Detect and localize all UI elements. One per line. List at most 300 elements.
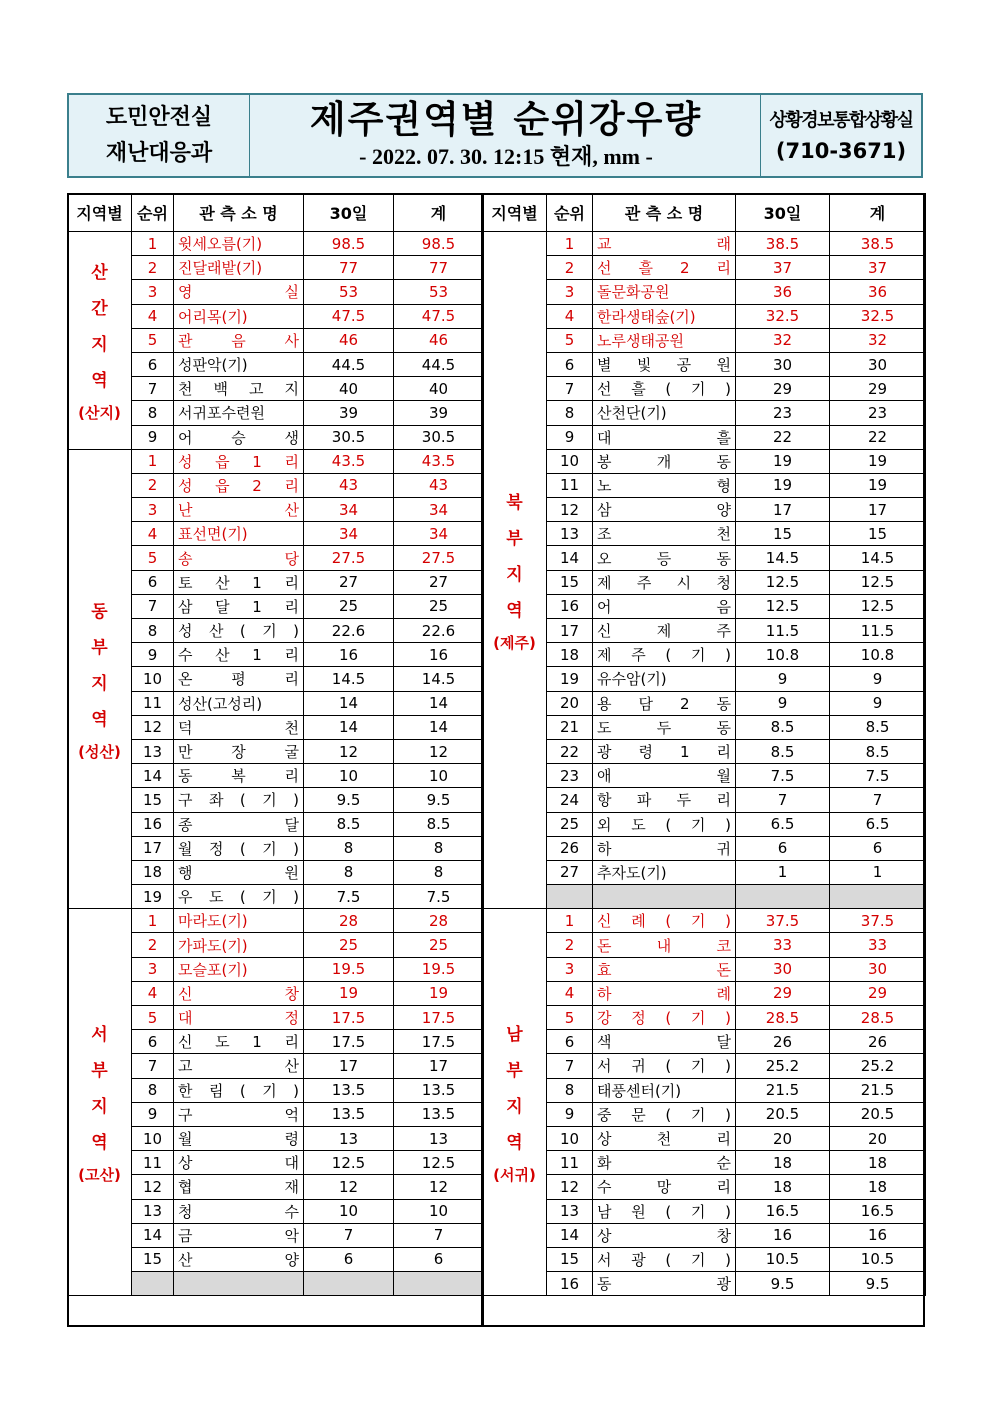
department-division: 재난대응과: [105, 140, 213, 166]
station-name-cell: 성 산 ( 기 ): [174, 619, 304, 643]
station-name-cell: 송 당: [174, 546, 304, 570]
report-timestamp: - 2022. 07. 30. 12:15 현재, mm -: [359, 144, 653, 169]
table-row: [483, 1272, 926, 1296]
empty-cell: [132, 1272, 174, 1296]
region-label-west: [68, 909, 132, 1296]
rank-cell: 11: [547, 473, 593, 497]
total-rainfall-cell: 43: [394, 473, 484, 497]
total-rainfall-cell: 6.5: [830, 812, 926, 836]
station-name-cell: 천 백 고 지: [174, 377, 304, 401]
region-label-char: 역: [506, 1133, 523, 1154]
station-name-cell: 신 창: [174, 981, 304, 1005]
total-rainfall-cell: 43.5: [394, 449, 484, 473]
rank-cell: 1: [132, 909, 174, 933]
day-rainfall-cell: 12.5: [736, 594, 830, 618]
table-row: [483, 256, 926, 280]
station-name-cell: 봉 개 동: [593, 449, 736, 473]
total-rainfall-cell: 8: [394, 836, 484, 860]
rank-cell: 1: [132, 449, 174, 473]
station-name-cell: 항 파 두 리: [593, 788, 736, 812]
total-rainfall-cell: 16.5: [830, 1199, 926, 1223]
rank-cell: 15: [132, 1247, 174, 1271]
total-rainfall-cell: 7: [394, 1223, 484, 1247]
rank-cell: 5: [547, 1006, 593, 1030]
station-name-cell: 돌문화공원: [593, 280, 736, 304]
total-rainfall-cell: 29: [830, 377, 926, 401]
table-row: [483, 1247, 926, 1271]
header-rank: 순위: [132, 194, 174, 232]
day-rainfall-cell: 39: [304, 401, 394, 425]
region-label-char: 역: [91, 371, 108, 392]
rank-cell: 17: [132, 836, 174, 860]
day-rainfall-cell: 25: [304, 933, 394, 957]
station-name-cell: 동 복 리: [174, 764, 304, 788]
day-rainfall-cell: 46: [304, 328, 394, 352]
rank-cell: 5: [132, 546, 174, 570]
station-name-cell: 신 례 ( 기 ): [593, 909, 736, 933]
region-label-char: 북: [506, 493, 523, 514]
table-row: [483, 1151, 926, 1175]
rank-cell: 2: [547, 933, 593, 957]
total-rainfall-cell: 19: [394, 981, 484, 1005]
table-row: [483, 885, 926, 909]
station-name-cell: 용 담 2 동: [593, 691, 736, 715]
rank-cell: 10: [547, 1126, 593, 1150]
region-label-char: 동: [91, 601, 108, 622]
rank-cell: 15: [547, 1247, 593, 1271]
rank-cell: 4: [132, 981, 174, 1005]
rank-cell: 10: [547, 449, 593, 473]
total-rainfall-cell: 37: [830, 256, 926, 280]
rank-cell: 22: [547, 739, 593, 763]
total-rainfall-cell: 18: [830, 1175, 926, 1199]
day-rainfall-cell: 7: [304, 1223, 394, 1247]
rank-cell: 17: [547, 619, 593, 643]
station-name-cell: 삼 달 1 리: [174, 594, 304, 618]
rank-cell: 18: [132, 860, 174, 884]
station-name-cell: 어 승 생: [174, 425, 304, 449]
rank-cell: 3: [132, 957, 174, 981]
table-row: [483, 691, 926, 715]
day-rainfall-cell: 34: [304, 522, 394, 546]
day-rainfall-cell: 1: [736, 860, 830, 884]
rank-cell: 9: [132, 425, 174, 449]
total-rainfall-cell: 17: [394, 1054, 484, 1078]
total-rainfall-cell: 15: [830, 522, 926, 546]
station-name-cell: 대 정: [174, 1006, 304, 1030]
empty-cell: [736, 885, 830, 909]
day-rainfall-cell: 8.5: [736, 715, 830, 739]
region-label-char: 부: [506, 529, 523, 550]
total-rainfall-cell: 8.5: [830, 715, 926, 739]
station-name-cell: 토 산 1 리: [174, 570, 304, 594]
total-rainfall-cell: 10.5: [830, 1247, 926, 1271]
total-rainfall-cell: 9: [830, 667, 926, 691]
day-rainfall-cell: 20: [736, 1126, 830, 1150]
station-name-cell: 신 제 주: [593, 619, 736, 643]
rank-cell: 7: [547, 1054, 593, 1078]
rank-cell: 16: [547, 594, 593, 618]
station-name-cell: 마라도(기): [174, 909, 304, 933]
empty-cell: [304, 1272, 394, 1296]
day-rainfall-cell: 9.5: [736, 1272, 830, 1296]
region-sub-label: (서귀): [493, 1166, 536, 1185]
region-label-char: 부: [91, 1061, 108, 1082]
station-name-cell: 상 천 리: [593, 1126, 736, 1150]
table-row: [483, 619, 926, 643]
region-label-char: 서: [91, 1025, 108, 1046]
rank-cell: 12: [547, 1175, 593, 1199]
day-rainfall-cell: 30.5: [304, 425, 394, 449]
rank-cell: 13: [547, 522, 593, 546]
rank-cell: 14: [547, 546, 593, 570]
table-row: [483, 909, 926, 933]
rank-cell: 18: [547, 643, 593, 667]
header-region: 지역별: [68, 194, 132, 232]
table-row: [68, 232, 484, 256]
station-name-cell: 월 정 ( 기 ): [174, 836, 304, 860]
total-rainfall-cell: 9: [830, 691, 926, 715]
total-rainfall-cell: 12.5: [830, 570, 926, 594]
station-name-cell: 노루생태공원: [593, 328, 736, 352]
table-row: [483, 1030, 926, 1054]
rank-cell: 27: [547, 860, 593, 884]
table-row: [483, 280, 926, 304]
station-name-cell: 진달래밭(기): [174, 256, 304, 280]
day-rainfall-cell: 9: [736, 691, 830, 715]
station-name-cell: 가파도(기): [174, 933, 304, 957]
station-name-cell: 산천단(기): [593, 401, 736, 425]
rank-cell: 2: [547, 256, 593, 280]
day-rainfall-cell: 30: [736, 957, 830, 981]
rank-cell: 5: [132, 1006, 174, 1030]
rank-cell: 10: [132, 1126, 174, 1150]
station-name-cell: 노 형: [593, 473, 736, 497]
total-rainfall-cell: 7: [830, 788, 926, 812]
day-rainfall-cell: 30: [736, 352, 830, 376]
total-rainfall-cell: 25: [394, 933, 484, 957]
header-rank: 순위: [547, 194, 593, 232]
table-row: [483, 401, 926, 425]
station-name-cell: 협 재: [174, 1175, 304, 1199]
contact-box: [760, 95, 921, 176]
total-rainfall-cell: 44.5: [394, 352, 484, 376]
rank-cell: 8: [132, 1078, 174, 1102]
total-rainfall-cell: 29: [830, 981, 926, 1005]
day-rainfall-cell: 26: [736, 1030, 830, 1054]
day-rainfall-cell: 38.5: [736, 232, 830, 256]
day-rainfall-cell: 12.5: [304, 1151, 394, 1175]
rank-cell: 3: [132, 498, 174, 522]
table-row: [483, 304, 926, 328]
rank-cell: 16: [547, 1272, 593, 1296]
station-name-cell: 구 좌 ( 기 ): [174, 788, 304, 812]
total-rainfall-cell: 39: [394, 401, 484, 425]
day-rainfall-cell: 40: [304, 377, 394, 401]
total-rainfall-cell: 9.5: [830, 1272, 926, 1296]
region-label-char: 부: [91, 637, 108, 658]
day-rainfall-cell: 44.5: [304, 352, 394, 376]
total-rainfall-cell: 37.5: [830, 909, 926, 933]
rank-cell: 4: [547, 304, 593, 328]
station-name-cell: 도 두 동: [593, 715, 736, 739]
day-rainfall-cell: 43.5: [304, 449, 394, 473]
rank-cell: 21: [547, 715, 593, 739]
region-label-char: 부: [506, 1061, 523, 1082]
total-rainfall-cell: 10: [394, 1199, 484, 1223]
station-name-cell: 상 대: [174, 1151, 304, 1175]
table-row: [483, 764, 926, 788]
title-box: [249, 95, 763, 176]
day-rainfall-cell: 22.6: [304, 619, 394, 643]
table-row: [483, 232, 926, 256]
station-name-cell: 제 주 ( 기 ): [593, 643, 736, 667]
rank-cell: 8: [132, 401, 174, 425]
station-name-cell: 산 양: [174, 1247, 304, 1271]
rank-cell: 1: [547, 909, 593, 933]
total-rainfall-cell: 8: [394, 860, 484, 884]
station-name-cell: 청 수: [174, 1199, 304, 1223]
rank-cell: 15: [547, 570, 593, 594]
station-name-cell: 금 악: [174, 1223, 304, 1247]
station-name-cell: 대 흘: [593, 425, 736, 449]
rank-cell: 5: [547, 328, 593, 352]
rank-cell: 14: [547, 1223, 593, 1247]
total-rainfall-cell: 20.5: [830, 1102, 926, 1126]
rank-cell: 7: [132, 594, 174, 618]
total-rainfall-cell: 6: [394, 1247, 484, 1271]
station-name-cell: 서귀포수련원: [174, 401, 304, 425]
station-name-cell: 성 읍 1 리: [174, 449, 304, 473]
station-name-cell: 하 례: [593, 981, 736, 1005]
region-label-char: 지: [91, 1097, 108, 1118]
region-sub-label: (성산): [78, 742, 121, 761]
rank-cell: 8: [132, 619, 174, 643]
station-name-cell: 월 령: [174, 1126, 304, 1150]
total-rainfall-cell: 30.5: [394, 425, 484, 449]
day-rainfall-cell: 13: [304, 1126, 394, 1150]
day-rainfall-cell: 19.5: [304, 957, 394, 981]
header-total: 계: [394, 194, 484, 232]
total-rainfall-cell: 21.5: [830, 1078, 926, 1102]
station-name-cell: 제 주 시 청: [593, 570, 736, 594]
rank-cell: 20: [547, 691, 593, 715]
station-name-cell: 서 귀 ( 기 ): [593, 1054, 736, 1078]
day-rainfall-cell: 19: [304, 981, 394, 1005]
rank-cell: 1: [132, 232, 174, 256]
day-rainfall-cell: 18: [736, 1175, 830, 1199]
total-rainfall-cell: 32: [830, 328, 926, 352]
total-rainfall-cell: 28: [394, 909, 484, 933]
day-rainfall-cell: 9: [736, 667, 830, 691]
total-rainfall-cell: 12: [394, 1175, 484, 1199]
total-rainfall-cell: 30: [830, 352, 926, 376]
region-label-char: 역: [91, 709, 108, 730]
station-name-cell: 광 령 1 리: [593, 739, 736, 763]
station-name-cell: 한라생태숲(기): [593, 304, 736, 328]
day-rainfall-cell: 98.5: [304, 232, 394, 256]
day-rainfall-cell: 77: [304, 256, 394, 280]
total-rainfall-cell: 22.6: [394, 619, 484, 643]
day-rainfall-cell: 37: [736, 256, 830, 280]
day-rainfall-cell: 10.5: [736, 1247, 830, 1271]
total-rainfall-cell: 6: [830, 836, 926, 860]
station-name-cell: 어리목(기): [174, 304, 304, 328]
empty-cell: [394, 1272, 484, 1296]
total-rainfall-cell: 34: [394, 522, 484, 546]
table-row: [483, 1199, 926, 1223]
table-row: [483, 594, 926, 618]
day-rainfall-cell: 9.5: [304, 788, 394, 812]
station-name-cell: 추자도(기): [593, 860, 736, 884]
empty-cell: [547, 885, 593, 909]
rank-cell: 9: [547, 425, 593, 449]
total-rainfall-cell: 25: [394, 594, 484, 618]
rank-cell: 13: [547, 1199, 593, 1223]
table-row: [483, 715, 926, 739]
rank-cell: 14: [132, 1223, 174, 1247]
station-name-cell: 외 도 ( 기 ): [593, 812, 736, 836]
region-label-char: 지: [91, 335, 108, 356]
rank-cell: 12: [547, 498, 593, 522]
table-row: [483, 836, 926, 860]
day-rainfall-cell: 29: [736, 981, 830, 1005]
station-name-cell: 삼 양: [593, 498, 736, 522]
rank-cell: 6: [132, 352, 174, 376]
table-row: [483, 860, 926, 884]
station-name-cell: 윗세오름(기): [174, 232, 304, 256]
total-rainfall-cell: 14: [394, 691, 484, 715]
rank-cell: 4: [132, 304, 174, 328]
rank-cell: 8: [547, 1078, 593, 1102]
total-rainfall-cell: 13.5: [394, 1102, 484, 1126]
day-rainfall-cell: 27.5: [304, 546, 394, 570]
table-header-row: [68, 194, 484, 232]
rank-cell: 12: [132, 715, 174, 739]
region-sub-label: (제주): [493, 634, 536, 653]
station-name-cell: 돈 내 코: [593, 933, 736, 957]
total-rainfall-cell: 19.5: [394, 957, 484, 981]
total-rainfall-cell: 13.5: [394, 1078, 484, 1102]
total-rainfall-cell: 18: [830, 1151, 926, 1175]
table-row: [483, 328, 926, 352]
day-rainfall-cell: 12.5: [736, 570, 830, 594]
station-name-cell: 한 림 ( 기 ): [174, 1078, 304, 1102]
region-label-south: [483, 909, 547, 1296]
region-label-char: 남: [506, 1025, 523, 1046]
total-rainfall-cell: 10.8: [830, 643, 926, 667]
station-name-cell: 고 산: [174, 1054, 304, 1078]
station-name-cell: 만 장 굴: [174, 739, 304, 763]
day-rainfall-cell: 7: [736, 788, 830, 812]
rank-cell: 8: [547, 401, 593, 425]
day-rainfall-cell: 32.5: [736, 304, 830, 328]
total-rainfall-cell: 7.5: [394, 885, 484, 909]
total-rainfall-cell: 11.5: [830, 619, 926, 643]
table-row: [68, 449, 484, 473]
day-rainfall-cell: 14: [304, 715, 394, 739]
table-row: [483, 352, 926, 376]
day-rainfall-cell: 8: [304, 836, 394, 860]
total-rainfall-cell: 25.2: [830, 1054, 926, 1078]
total-rainfall-cell: 22: [830, 425, 926, 449]
rainfall-table-right: [482, 193, 926, 1296]
rank-cell: 14: [132, 764, 174, 788]
day-rainfall-cell: 25: [304, 594, 394, 618]
total-rainfall-cell: 16: [394, 643, 484, 667]
table-row: [483, 473, 926, 497]
table-header-row: [483, 194, 926, 232]
day-rainfall-cell: 7.5: [736, 764, 830, 788]
table-row: [483, 1223, 926, 1247]
total-rainfall-cell: 46: [394, 328, 484, 352]
rank-cell: 7: [132, 1054, 174, 1078]
station-name-cell: 표선면(기): [174, 522, 304, 546]
station-name-cell: 서 광 ( 기 ): [593, 1247, 736, 1271]
table-row: [483, 643, 926, 667]
station-name-cell: 성 읍 2 리: [174, 473, 304, 497]
rank-cell: 11: [132, 691, 174, 715]
day-rainfall-cell: 19: [736, 449, 830, 473]
rank-cell: 7: [132, 377, 174, 401]
station-name-cell: 영 실: [174, 280, 304, 304]
day-rainfall-cell: 10: [304, 1199, 394, 1223]
total-rainfall-cell: 17.5: [394, 1030, 484, 1054]
empty-cell: [174, 1272, 304, 1296]
total-rainfall-cell: 8.5: [394, 812, 484, 836]
department-box: [69, 95, 250, 176]
total-rainfall-cell: 12: [394, 739, 484, 763]
station-name-cell: 남 원 ( 기 ): [593, 1199, 736, 1223]
total-rainfall-cell: 14.5: [394, 667, 484, 691]
rank-cell: 2: [132, 473, 174, 497]
day-rainfall-cell: 8.5: [304, 812, 394, 836]
day-rainfall-cell: 28.5: [736, 1006, 830, 1030]
table-row: [483, 425, 926, 449]
rank-cell: 11: [132, 1151, 174, 1175]
day-rainfall-cell: 16: [736, 1223, 830, 1247]
total-rainfall-cell: 13: [394, 1126, 484, 1150]
region-label-char: 지: [506, 565, 523, 586]
total-rainfall-cell: 27.5: [394, 546, 484, 570]
table-row: [483, 449, 926, 473]
rank-cell: 3: [547, 957, 593, 981]
rank-cell: 23: [547, 764, 593, 788]
day-rainfall-cell: 32: [736, 328, 830, 352]
day-rainfall-cell: 12: [304, 739, 394, 763]
day-rainfall-cell: 18: [736, 1151, 830, 1175]
day-rainfall-cell: 7.5: [304, 885, 394, 909]
rank-cell: 24: [547, 788, 593, 812]
header-day: 30일: [304, 194, 394, 232]
rank-cell: 9: [132, 643, 174, 667]
station-name-cell: 조 천: [593, 522, 736, 546]
day-rainfall-cell: 6: [304, 1247, 394, 1271]
region-label-char: 간: [91, 299, 108, 320]
rank-cell: 19: [547, 667, 593, 691]
region-label-north: [483, 232, 547, 909]
day-rainfall-cell: 14.5: [304, 667, 394, 691]
table-row: [483, 933, 926, 957]
station-name-cell: 성산(고성리): [174, 691, 304, 715]
total-rainfall-cell: 26: [830, 1030, 926, 1054]
total-rainfall-cell: 19: [830, 449, 926, 473]
header-day: 30일: [736, 194, 830, 232]
day-rainfall-cell: 17: [304, 1054, 394, 1078]
station-name-cell: 온 평 리: [174, 667, 304, 691]
rank-cell: 11: [547, 1151, 593, 1175]
department-office: 도민안전실: [105, 104, 213, 130]
